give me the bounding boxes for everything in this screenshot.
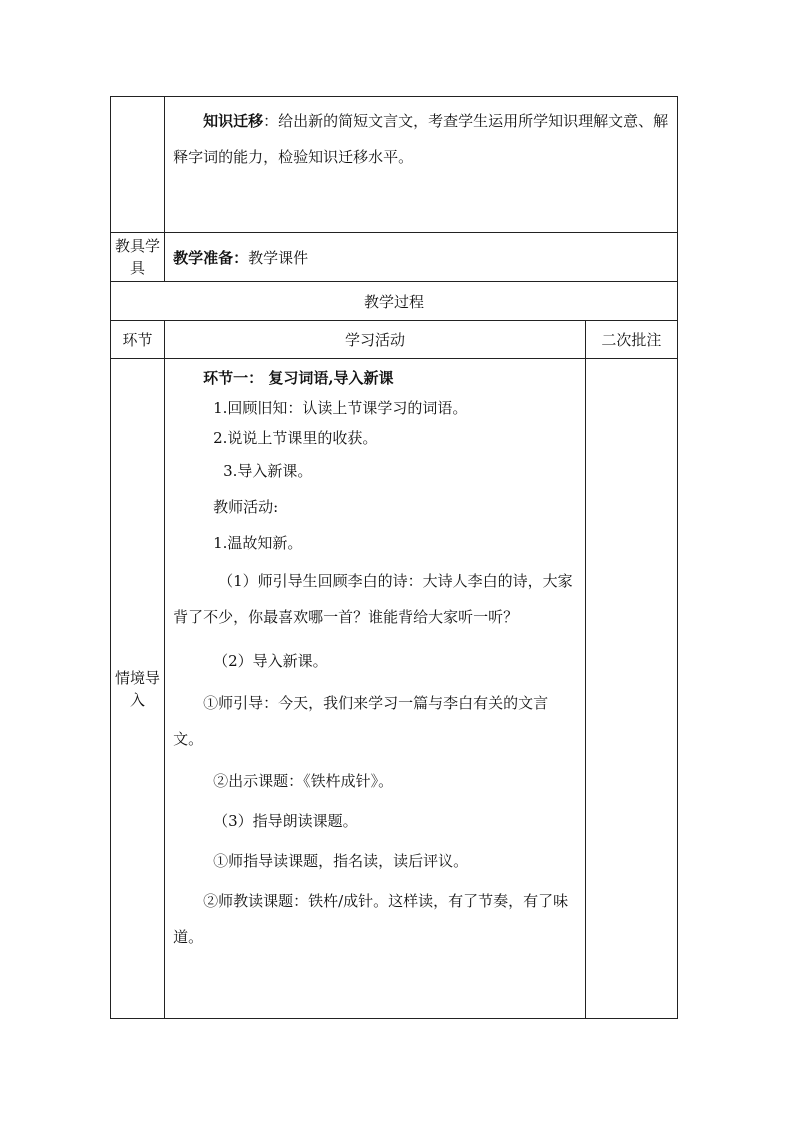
header-stage: 环节: [111, 321, 165, 359]
section-heading: [165, 363, 585, 393]
process-title: 教学过程: [111, 282, 678, 321]
header-annotation: 二次批注: [585, 321, 677, 359]
activity-line: ②出示课题：《铁杵成针》。: [213, 772, 394, 790]
activity-line: ①师引导：今天，我们来学习一篇与李白有关的文言文。: [173, 694, 549, 748]
activity-line: （2）导入新课。: [213, 652, 328, 670]
activity-line: 1.温故知新。: [213, 534, 303, 552]
activity-line: ①师指导读课题，指名读，读后评议。: [213, 852, 469, 870]
activity-line: 2.说说上节课里的收获。: [213, 429, 378, 447]
tools-row: [111, 233, 678, 282]
knowledge-transfer-row: [111, 97, 678, 233]
activity-line: 3.导入新课。: [223, 462, 313, 480]
activity-line: （1）师引导生回顾李白的诗：大诗人李白的诗，大家背了不少，你最喜欢哪一首？谁能背给大家听一听？: [173, 572, 573, 626]
activity-cell: [165, 359, 586, 1019]
prep-label: 教学准备：: [173, 248, 249, 267]
section-row: [111, 359, 678, 1019]
header-activity: 学习活动: [165, 321, 586, 359]
empty-label-cell: [111, 97, 165, 233]
activity-line: 教师活动:: [213, 498, 279, 516]
annotation-cell: [585, 359, 677, 1019]
tools-label: 教具学具: [111, 233, 165, 282]
prep-cell: [165, 233, 678, 282]
section-label: 情境导入: [111, 359, 165, 1019]
section-heading-text: 环节一： 复习词语,导入新课: [203, 369, 394, 387]
lesson-plan-table: [110, 96, 678, 1019]
activity-line: （3）指导朗读课题。: [213, 812, 358, 830]
header-row: [111, 321, 678, 359]
knowledge-transfer-text: ：给出新的简短文言文，考查学生运用所学知识理解文意、解释字词的能力，检验知识迁移水平。: [173, 112, 669, 166]
activity-line: ②师教读课题：铁杵/成针。这样读，有了节奏，有了味道。: [173, 892, 569, 946]
knowledge-transfer-paragraph: [173, 103, 669, 175]
knowledge-transfer-cell: [165, 97, 678, 233]
knowledge-transfer-label: 知识迁移: [203, 112, 264, 130]
process-title-row: [111, 282, 678, 321]
prep-value: 教学课件: [248, 248, 309, 267]
activity-line: 1.回顾旧知：认读上节课学习的词语。: [213, 399, 468, 417]
